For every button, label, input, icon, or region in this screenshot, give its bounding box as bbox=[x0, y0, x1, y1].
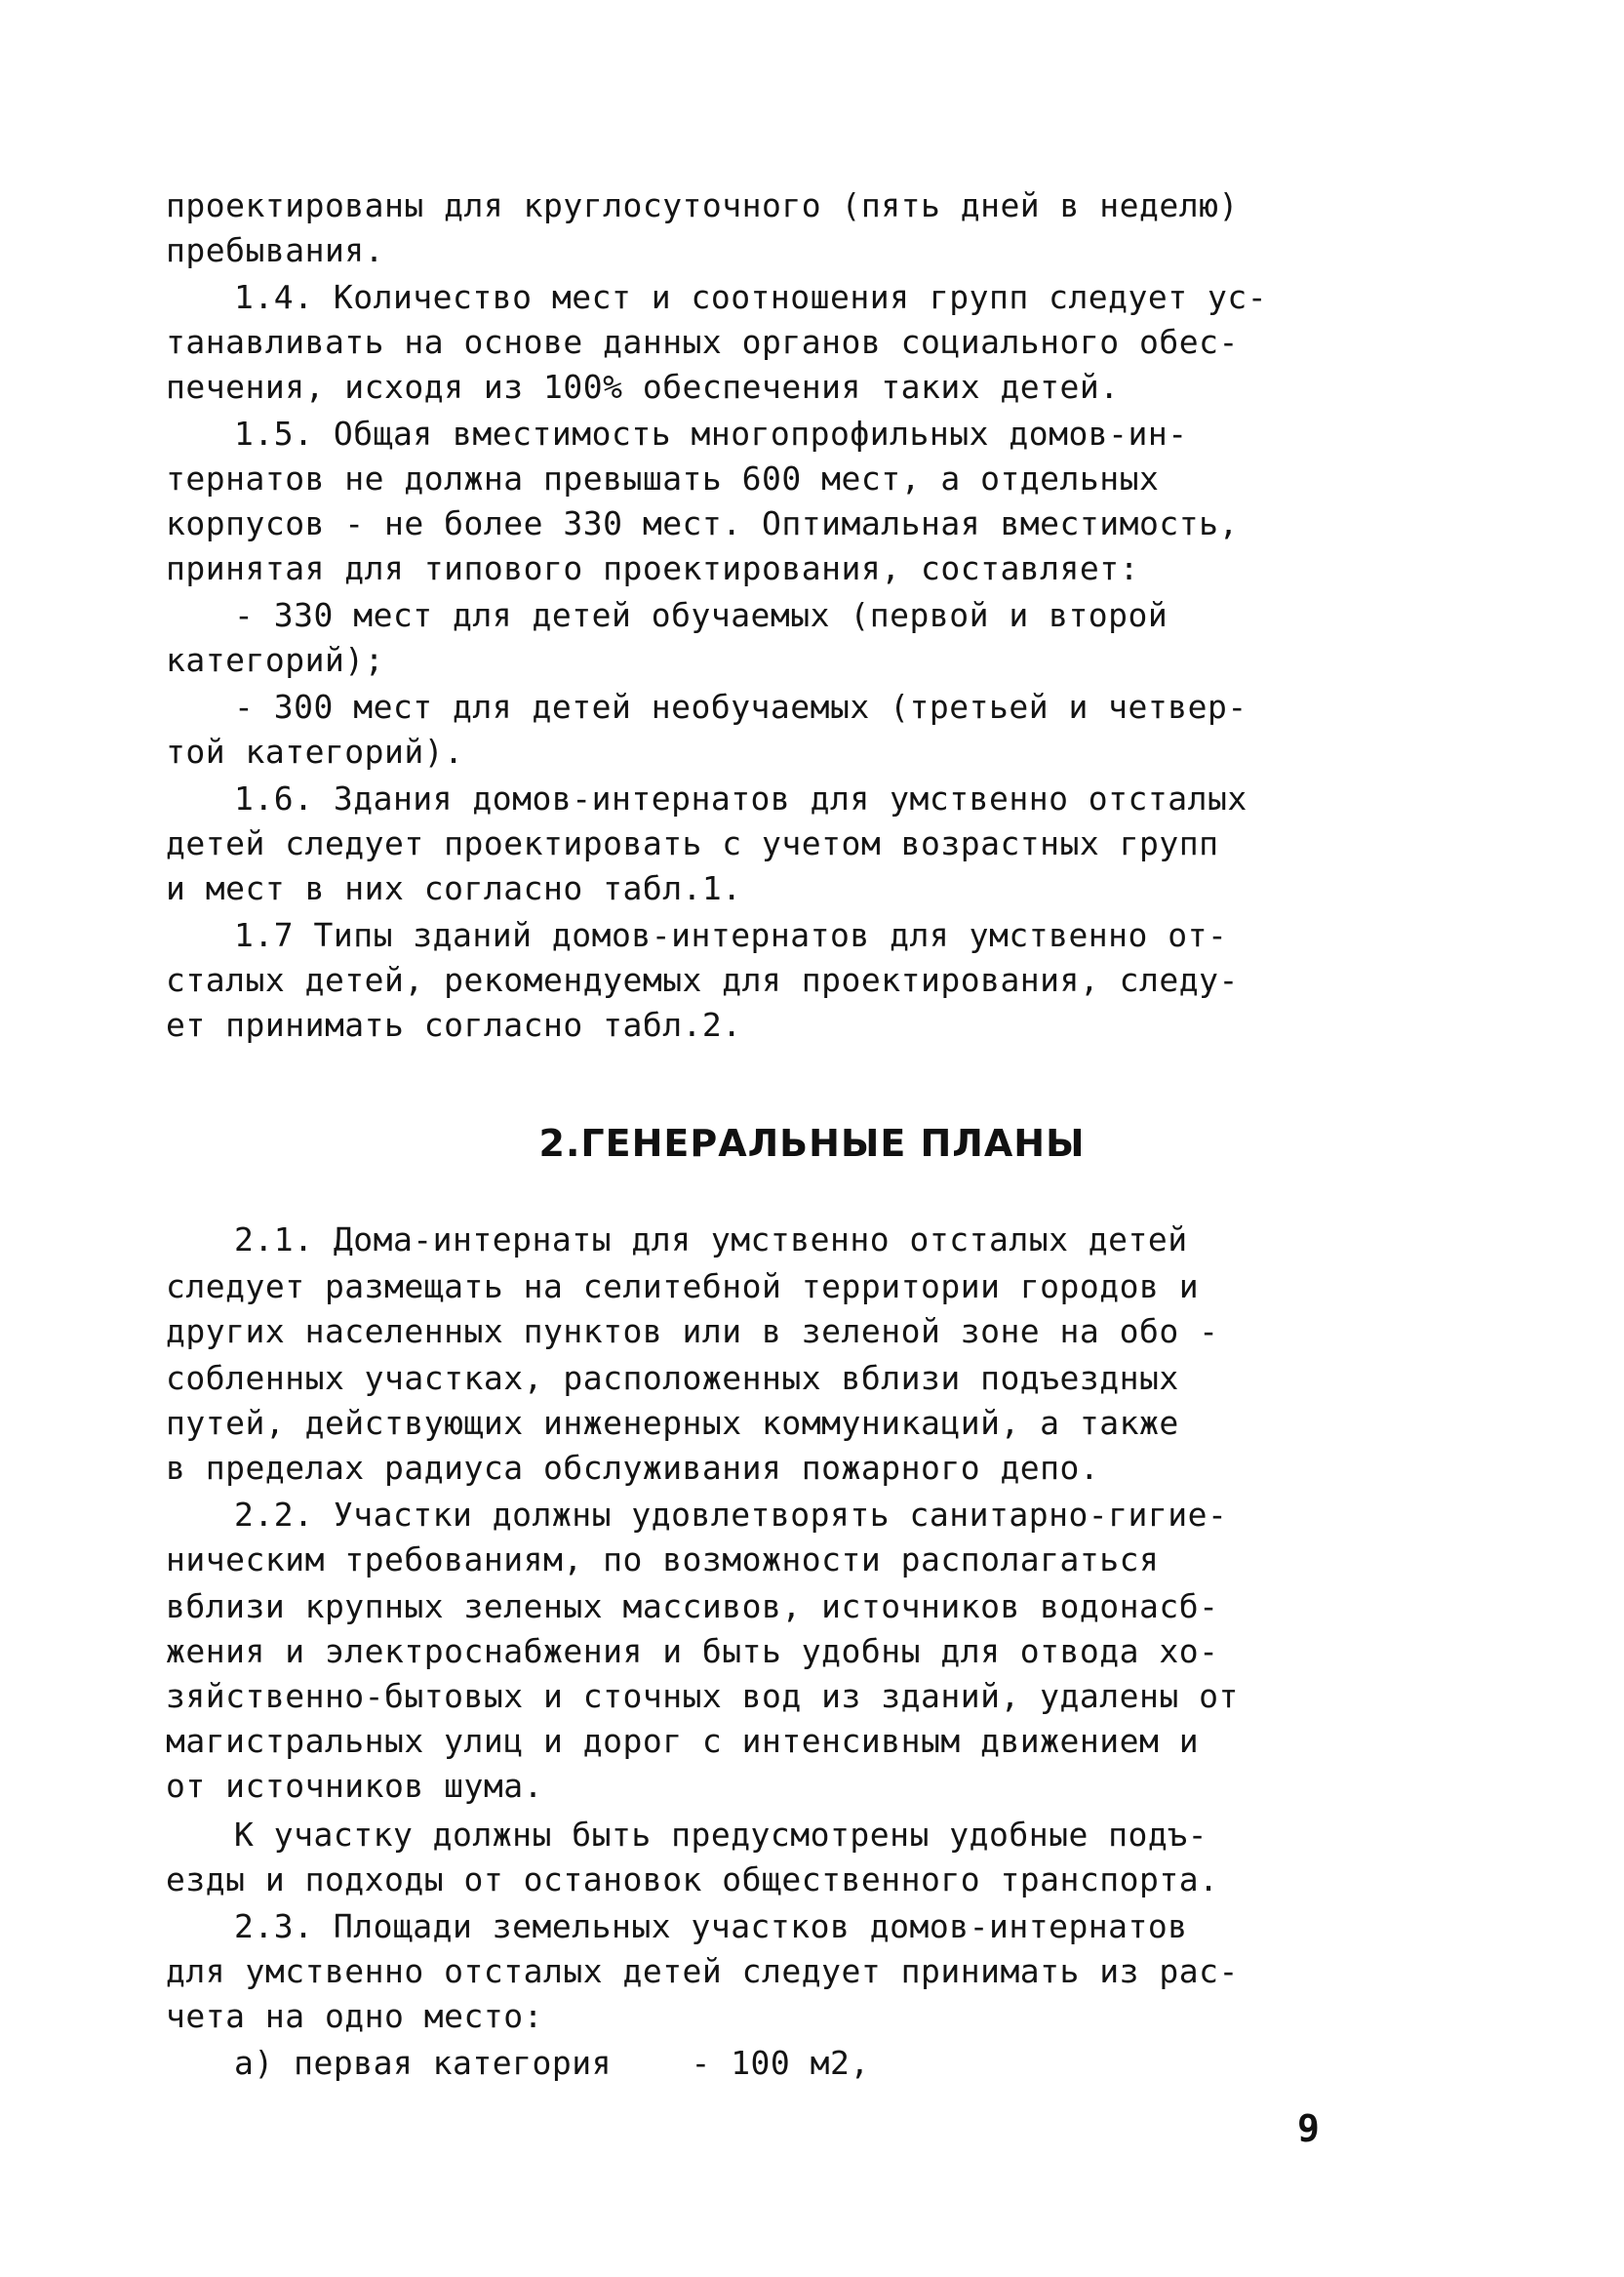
text-line: танавливать на основе данных органов социального обес- bbox=[166, 323, 1239, 361]
text-line: ет принимать согласно табл.2. bbox=[166, 1006, 742, 1044]
text-line: и мест в них согласно табл.1. bbox=[166, 869, 742, 907]
text-line: в пределах радиуса обслуживания пожарного депо. bbox=[166, 1449, 1100, 1487]
page-number: 9 bbox=[1297, 2107, 1320, 2150]
text-line: 2.3. Площади земельных участков домов-интернатов bbox=[234, 1907, 1188, 1945]
text-line: сталых детей, рекомендуемых для проектирования, следу- bbox=[166, 961, 1239, 999]
text-line: 1.6. Здания домов-интернатов для умственно отсталых bbox=[234, 779, 1248, 818]
text-line: К участку должны быть предусмотрены удобные подъ- bbox=[234, 1816, 1208, 1854]
text-line: принятая для типового проектирования, составляет: bbox=[166, 549, 1140, 587]
text-line: тернатов не должна превышать 600 мест, а отдельных bbox=[166, 459, 1160, 498]
text-line: а) первая категория - 100 м2, bbox=[234, 2044, 870, 2082]
text-line: езды и подходы от остановок общественного транспорта. bbox=[166, 1860, 1219, 1898]
text-line: - 300 мест для детей необучаемых (третьей и четвер- bbox=[234, 688, 1248, 726]
text-line: следует размещать на селитебной территории городов и bbox=[166, 1267, 1200, 1305]
text-line: той категорий). bbox=[166, 733, 464, 771]
text-line: проектированы для круглосуточного (пять дней в неделю) bbox=[166, 186, 1239, 224]
text-line: печения, исходя из 100% обеспечения таких детей. bbox=[166, 368, 1120, 406]
text-line: путей, действующих инженерных коммуникаций, а также bbox=[166, 1404, 1179, 1442]
text-line: для умственно отсталых детей следует принимать из рас- bbox=[166, 1952, 1239, 1990]
text-line: вблизи крупных зеленых массивов, источников водонасб- bbox=[166, 1587, 1219, 1625]
text-line: чета на одно место: bbox=[166, 1997, 543, 2035]
text-line: 1.7 Типы зданий домов-интернатов для умственно от- bbox=[234, 916, 1228, 954]
section-heading: 2.ГЕНЕРАЛЬНЫЕ ПЛАНЫ bbox=[538, 1122, 1086, 1165]
text-line: собленных участках, расположенных вблизи подъездных bbox=[166, 1359, 1179, 1397]
text-line: 1.5. Общая вместимость многопрофильных домов-ин- bbox=[234, 415, 1188, 453]
text-line: категорий); bbox=[166, 641, 385, 679]
text-line: - 330 мест для детей обучаемых (первой и второй bbox=[234, 596, 1168, 634]
text-line: от источников шума. bbox=[166, 1767, 543, 1805]
text-line: детей следует проектировать с учетом возрастных групп bbox=[166, 824, 1219, 862]
text-line: 2.2. Участки должны удовлетворять санитарно-гигие- bbox=[234, 1496, 1228, 1534]
text-line: 2.1. Дома-интернаты для умственно отсталых детей bbox=[234, 1220, 1188, 1258]
text-line: жения и электроснабжения и быть удобны для отвода хо- bbox=[166, 1632, 1219, 1670]
text-line: корпусов - не более 330 мест. Оптимальная вместимость, bbox=[166, 504, 1239, 542]
text-line: ническим требованиям, по возможности располагаться bbox=[166, 1540, 1160, 1578]
text-line: пребывания. bbox=[166, 231, 385, 269]
text-line: 1.4. Количество мест и соотношения групп следует ус- bbox=[234, 278, 1268, 316]
text-line: зяйственно-бытовых и сточных вод из зданий, удалены от bbox=[166, 1677, 1239, 1715]
text-line: других населенных пунктов или в зеленой зоне на обо - bbox=[166, 1312, 1219, 1350]
text-line: магистральных улиц и дорог с интенсивным движением и bbox=[166, 1722, 1200, 1760]
